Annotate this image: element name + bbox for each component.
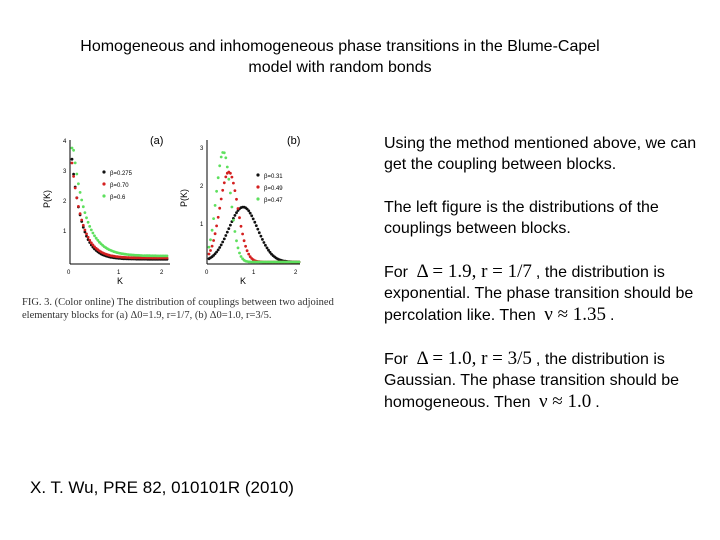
panel-b-xtick: 2 xyxy=(294,270,298,276)
scatter-point xyxy=(82,224,85,227)
scatter-point xyxy=(221,189,224,192)
scatter-point xyxy=(217,216,220,219)
scatter-point xyxy=(214,204,217,207)
scatter-point xyxy=(85,233,88,236)
scatter-point xyxy=(261,238,264,241)
panel-a-legend: β=0.70 xyxy=(110,183,129,189)
scatter-point xyxy=(92,232,95,235)
scatter-point xyxy=(240,255,243,258)
text-period: . xyxy=(595,394,600,411)
scatter-point xyxy=(250,214,253,217)
scatter-point xyxy=(234,230,237,233)
panel-b-xlabel: K xyxy=(240,276,247,286)
scatter-point xyxy=(246,249,249,252)
scatter-point xyxy=(84,211,87,214)
scatter-point xyxy=(77,182,80,185)
scatter-point xyxy=(211,229,214,232)
legend-marker xyxy=(102,194,105,197)
scatter-point xyxy=(84,229,87,232)
math-delta-r: Δ = 1.0, r = 3/5 xyxy=(416,348,532,369)
legend-marker xyxy=(256,197,259,200)
paragraph-figure: The left figure is the distributions of the couplings between blocks. xyxy=(384,199,659,237)
reference-citation: X. T. Wu, PRE 82, 010101R (2010) xyxy=(30,478,294,497)
scatter-point xyxy=(71,162,74,165)
scatter-point xyxy=(208,253,211,256)
scatter-point xyxy=(249,212,252,215)
scatter-point xyxy=(209,249,212,252)
scatter-point xyxy=(223,151,226,154)
scatter-point xyxy=(223,181,226,184)
scatter-point xyxy=(212,217,215,220)
scatter-point xyxy=(234,189,237,192)
scatter-point xyxy=(212,239,215,242)
panel-a-legend: β=0.6 xyxy=(110,195,126,201)
scatter-point xyxy=(226,231,229,234)
panel-a-xtick: 0 xyxy=(67,270,71,276)
scatter-point xyxy=(224,176,227,179)
math-delta-r: Δ = 1.9, r = 1/7 xyxy=(416,261,532,282)
panel-b-ytick: 3 xyxy=(200,146,204,152)
panel-a-xlabel: K xyxy=(117,276,124,286)
scatter-point xyxy=(229,192,232,195)
scatter-point xyxy=(77,205,80,208)
panel-a-ylabel: P(K) xyxy=(42,190,52,208)
scatter-point xyxy=(87,221,90,224)
scatter-point xyxy=(220,198,223,201)
panel-b-ylabel: P(K) xyxy=(179,189,189,207)
slide-title-line1: Homogeneous and inhomogeneous phase transitions in the Blume-Capel xyxy=(80,38,600,55)
scatter-point xyxy=(79,191,82,194)
scatter-point xyxy=(298,261,301,264)
panel-a-label: (a) xyxy=(150,135,164,147)
scatter-point xyxy=(226,166,229,169)
panel-b-legend: β=0.31 xyxy=(264,174,283,180)
text-exponential: , the distribution is exponential. The phase transition should be percolation like. Then xyxy=(384,264,694,324)
scatter-point xyxy=(237,207,240,210)
legend-marker xyxy=(102,182,105,185)
scatter-point xyxy=(263,241,266,244)
scatter-point xyxy=(80,199,83,202)
panel-a-xtick: 2 xyxy=(160,270,164,276)
scatter-point xyxy=(88,239,91,242)
scatter-point xyxy=(264,244,267,247)
scatter-point xyxy=(87,236,90,239)
scatter-point xyxy=(224,156,227,159)
panel-b-xtick: 0 xyxy=(205,270,209,276)
scatter-point xyxy=(258,231,261,234)
scatter-point xyxy=(252,218,255,221)
scatter-point xyxy=(75,197,78,200)
scatter-point xyxy=(229,224,232,227)
panel-a-legend: β=0.275 xyxy=(110,171,132,177)
scatter-point xyxy=(234,214,237,217)
scatter-point xyxy=(72,149,75,152)
scatter-point xyxy=(218,207,221,210)
scatter-point xyxy=(217,176,220,179)
scatter-point xyxy=(93,234,96,237)
scatter-point xyxy=(209,238,212,241)
panel-b-label: (b) xyxy=(287,135,301,147)
text-for: For xyxy=(384,264,408,281)
scatter-point xyxy=(74,162,77,165)
scatter-point xyxy=(217,249,220,252)
scatter-point xyxy=(90,229,93,232)
scatter-point xyxy=(231,206,234,209)
scatter-point xyxy=(72,175,75,178)
scatter-point xyxy=(266,247,269,250)
scatter-point xyxy=(235,198,238,201)
scatter-point xyxy=(82,205,85,208)
figure-caption: FIG. 3. (Color online) The distribution of couplings between two adjoined elementary blocks for (a) Δ0=1.9, r=1/7, (b) Δ0=1.0, r=3/5. xyxy=(22,297,334,321)
scatter-point xyxy=(244,245,247,248)
panel-a xyxy=(42,135,170,286)
scatter-point xyxy=(220,156,223,159)
scatter-point xyxy=(215,225,218,228)
scatter-point xyxy=(227,227,230,230)
panel-a-xtick: 1 xyxy=(117,270,121,276)
scatter-point xyxy=(223,238,226,241)
scatter-point xyxy=(80,219,83,222)
panel-a-ytick: 3 xyxy=(63,169,67,175)
paragraph-exponential xyxy=(384,261,714,326)
text-for: For xyxy=(384,351,408,368)
scatter-point xyxy=(232,182,235,185)
scatter-point xyxy=(75,173,78,176)
panel-a-ytick: 1 xyxy=(63,229,67,235)
math-nu: ν ≈ 1.35 xyxy=(544,304,607,325)
scatter-point xyxy=(256,228,259,231)
panel-a-ytick: 2 xyxy=(63,199,67,205)
scatter-point xyxy=(238,216,241,219)
panel-b-legend: β=0.47 xyxy=(264,198,283,204)
scatter-point xyxy=(231,176,234,179)
panel-b-xtick: 1 xyxy=(252,270,256,276)
panel-b-points xyxy=(208,151,301,263)
scatter-point xyxy=(211,245,214,248)
panel-b-legend: β=0.49 xyxy=(264,186,283,192)
legend-marker xyxy=(102,170,105,173)
panel-a-points xyxy=(71,147,169,261)
scatter-point xyxy=(247,209,250,212)
scatter-point xyxy=(235,239,238,242)
scatter-point xyxy=(253,221,256,224)
scatter-point xyxy=(240,225,243,228)
scatter-point xyxy=(215,190,218,193)
panel-b-ytick: 2 xyxy=(200,184,204,190)
scatter-point xyxy=(218,164,221,167)
paragraph-method: Using the method mentioned above, we can get the coupling between blocks. xyxy=(384,135,697,173)
scatter-point xyxy=(74,187,77,190)
scatter-point xyxy=(214,232,217,235)
scatter-point xyxy=(218,246,221,249)
scatter-point xyxy=(241,233,244,236)
paragraph-gaussian xyxy=(384,348,714,413)
scatter-point xyxy=(243,239,246,242)
legend-marker xyxy=(256,185,259,188)
scatter-point xyxy=(229,172,232,175)
text-gaussian: , the distribution is Gaussian. The phase transition should be homogeneous. Then xyxy=(384,351,680,411)
scatter-point xyxy=(260,235,263,238)
math-nu: ν ≈ 1.0 xyxy=(538,391,592,412)
scatter-point xyxy=(71,158,74,161)
scatter-point xyxy=(255,224,258,227)
legend-marker xyxy=(256,173,259,176)
panel-b-ytick: 1 xyxy=(200,222,204,228)
scatter-point xyxy=(88,225,91,228)
scatter-point xyxy=(227,178,230,181)
scatter-point xyxy=(237,247,240,250)
slide-title xyxy=(0,36,680,78)
scatter-point xyxy=(220,244,223,247)
scatter-point xyxy=(238,252,241,255)
body-text xyxy=(384,133,714,435)
scatter-point xyxy=(71,147,74,150)
slide-title-line2: model with random bonds xyxy=(248,59,432,76)
scatter-point xyxy=(232,219,235,222)
scatter-point xyxy=(166,255,169,258)
scatter-point xyxy=(224,234,227,237)
scatter-point xyxy=(79,212,82,215)
text-period: . xyxy=(610,307,615,324)
panel-b xyxy=(179,135,300,286)
scatter-point xyxy=(208,246,211,249)
scatter-point xyxy=(247,253,250,256)
scatter-point xyxy=(85,216,88,219)
scatter-point xyxy=(221,241,224,244)
panel-a-ytick: 4 xyxy=(63,139,67,145)
